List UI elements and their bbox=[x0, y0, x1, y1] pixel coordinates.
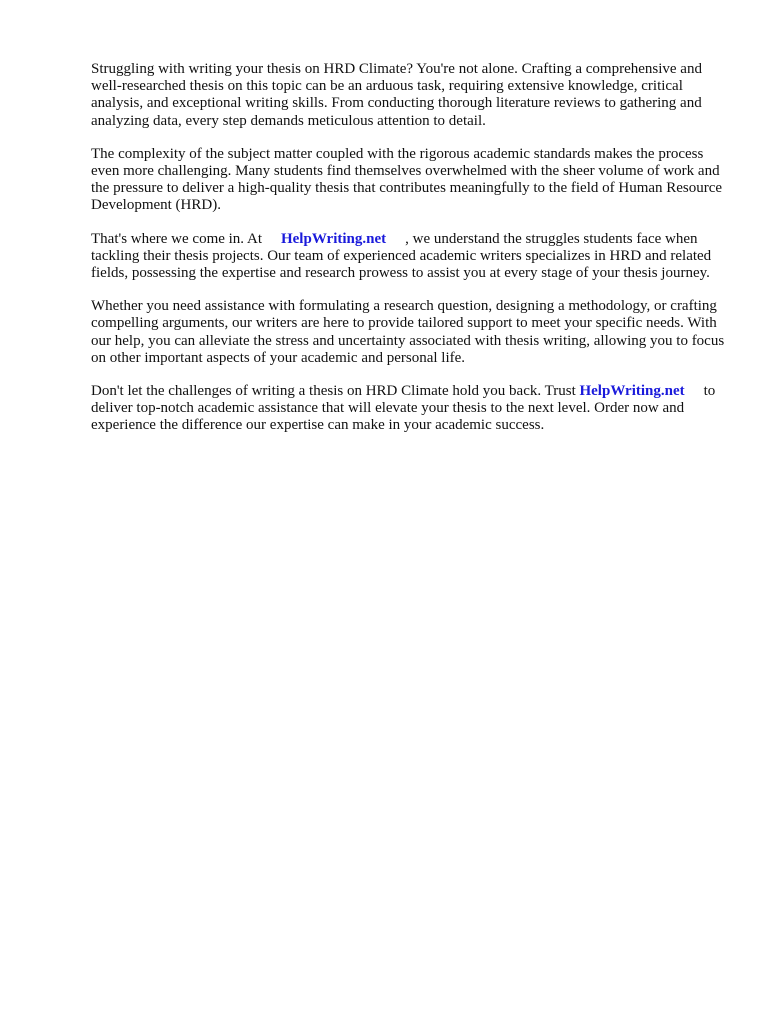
service-text-after: , we understand the struggles students face when tackling their thesis projects. Our team of experienced academic writers specializes in HRD and related fields, possessing the expertise and research prowess to assist you at every stage of your thesis journey. bbox=[91, 230, 712, 282]
document-body bbox=[91, 61, 731, 451]
closing-text-after: to deliver top-notch academic assistance that will elevate your thesis to the next level. Order now and experience the difference our expertise can make in your academic success. bbox=[91, 383, 716, 434]
closing-text-before: Don't let the challenges of writing a thesis on HRD Climate hold you back. Trust bbox=[91, 383, 576, 400]
closing-paragraph bbox=[91, 383, 731, 435]
service-paragraph bbox=[91, 231, 731, 283]
helpwriting-link-closing[interactable]: HelpWriting.net bbox=[579, 383, 685, 400]
service-text-before: That's where we come in. At bbox=[91, 230, 262, 247]
intro-paragraph: Struggling with writing your thesis on HRD Climate? You're not alone. Crafting a comprehensive and well-researched thesis on this topic can be an arduous task, requiring extensive knowledge, critical analysis, and exceptional writing skills. From conducting thorough literature reviews to gathering and analyzing data, every step demands meticulous attention to detail. bbox=[91, 61, 702, 129]
complexity-paragraph: The complexity of the subject matter coupled with the rigorous academic standards makes the process even more challenging. Many students find themselves overwhelmed with the sheer volume of work and the pressure to deliver a high-quality thesis that contributes meaningfully to the field of Human Resource Development (HRD). bbox=[91, 145, 723, 214]
helpwriting-link[interactable]: HelpWriting.net bbox=[280, 230, 387, 247]
assistance-paragraph: Whether you need assistance with formulating a research question, designing a methodology, or crafting compelling arguments, our writers are here to provide tailored support to meet your specific needs. With our help, you can alleviate the stress and uncertainty associated with thesis writing, allowing you to focus on other important aspects of your academic and personal life. bbox=[91, 298, 725, 366]
